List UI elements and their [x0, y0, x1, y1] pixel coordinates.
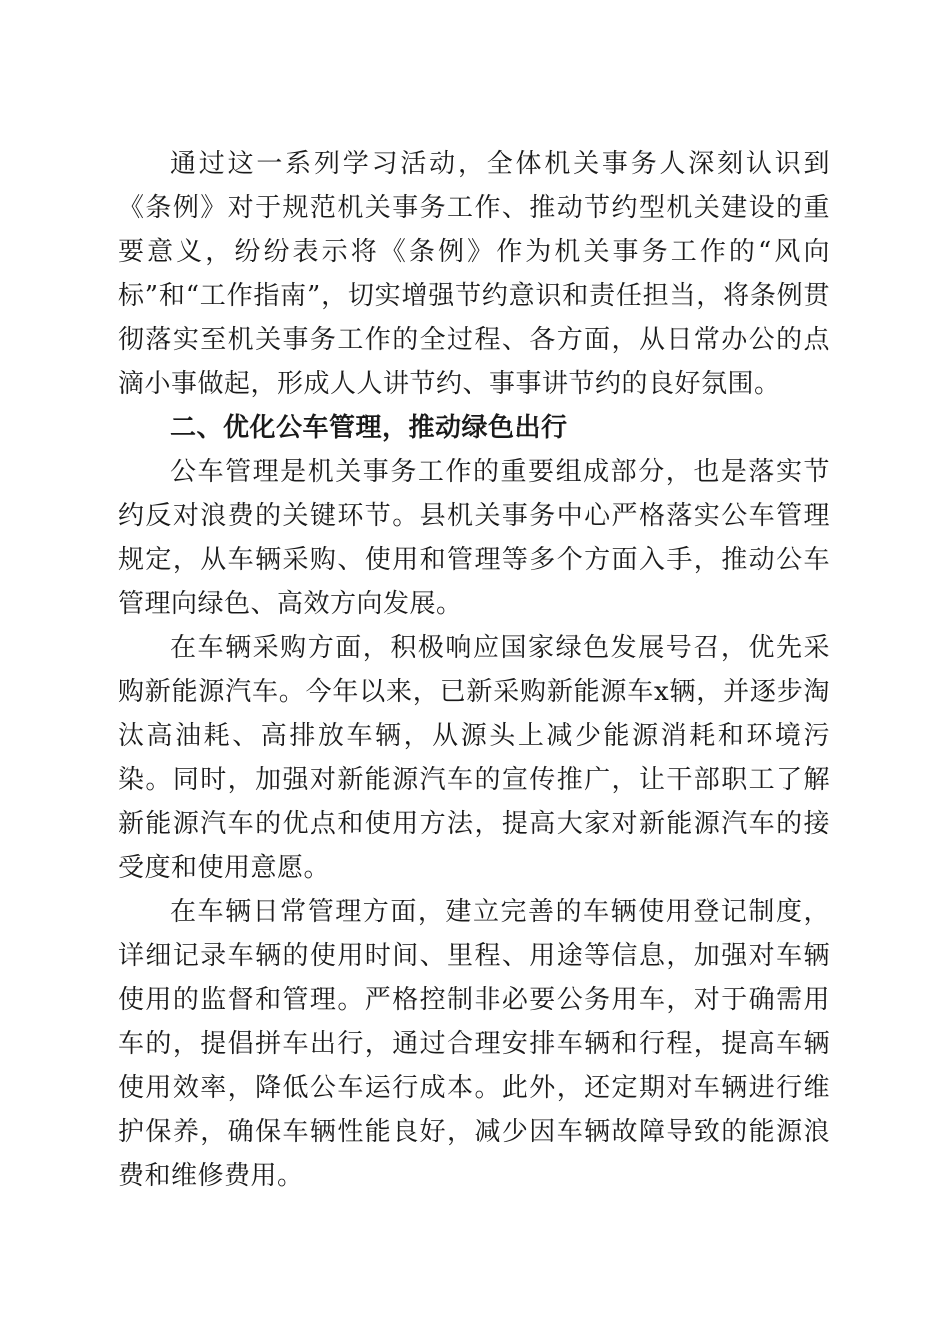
section-heading-vehicle-management: 二、优化公车管理，推动绿色出行	[170, 413, 568, 443]
paragraph-study-outcome: 通过这一系列学习活动，全体机关事务人深刻认识到《条例》对于规范机关事务工作、推动节约型机关建设的重要意义，纷纷表示将《条例》作为机关事务工作的“风向标”和“工作指南”，切实增强节约意识和责任担当，将条例贯彻落实至机关事务工作的全过程、各方面，从日常办公的点滴小事做起，形成人人讲节约、事事讲节约的良好氛围。	[118, 149, 830, 399]
paragraph-vehicle-procurement: 在车辆采购方面，积极响应国家绿色发展号召，优先采购新能源汽车。今年以来，已新采购新能源车x辆，并逐步淘汰高油耗、高排放车辆，从源头上减少能源消耗和环境污染。同时，加强对新能源汽车的宣传推广，让干部职工了解新能源汽车的优点和使用方法，提高大家对新能源汽车的接受度和使用意愿。	[118, 633, 830, 883]
paragraph-vehicle-daily-management: 在车辆日常管理方面，建立完善的车辆使用登记制度，详细记录车辆的使用时间、里程、用途等信息，加强对车辆使用的监督和管理。严格控制非必要公务用车，对于确需用车的，提倡拼车出行，通过合理安排车辆和行程，提高车辆使用效率，降低公车运行成本。此外，还定期对车辆进行维护保养，确保车辆性能良好，减少因车辆故障导致的能源浪费和维修费用。	[118, 897, 830, 1191]
paragraph-vehicle-overview: 公车管理是机关事务工作的重要组成部分，也是落实节约反对浪费的关键环节。县机关事务中心严格落实公车管理规定，从车辆采购、使用和管理等多个方面入手，推动公车管理向绿色、高效方向发展。	[118, 457, 830, 619]
document-body	[118, 142, 830, 1198]
